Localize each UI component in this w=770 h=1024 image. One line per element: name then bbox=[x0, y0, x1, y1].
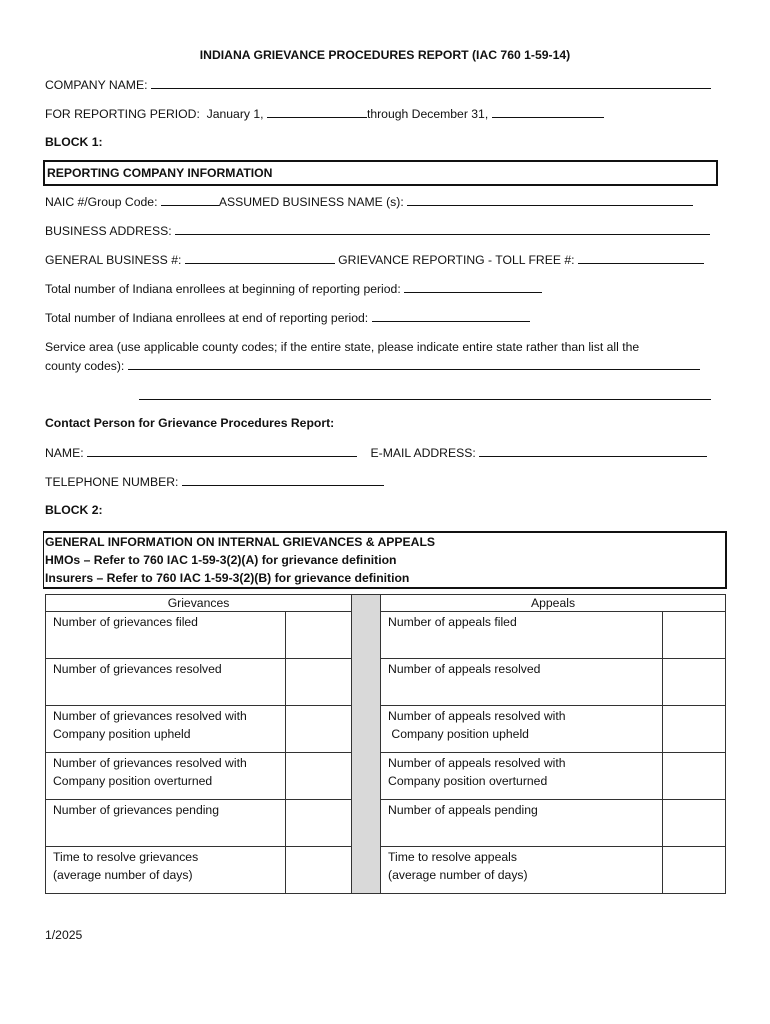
revision-date: 1/2025 bbox=[45, 928, 83, 942]
table-row bbox=[46, 706, 726, 753]
table-row bbox=[46, 612, 726, 659]
general-business-label: GENERAL BUSINESS #: bbox=[45, 253, 182, 267]
email-field[interactable] bbox=[479, 445, 707, 457]
appeal-value-cell[interactable] bbox=[663, 753, 726, 800]
block1-heading-box bbox=[43, 160, 718, 186]
block1-heading: REPORTING COMPANY INFORMATION bbox=[47, 166, 273, 180]
naic-label: NAIC #/Group Code: bbox=[45, 195, 158, 209]
naic-field[interactable] bbox=[161, 194, 219, 206]
grievance-value-cell[interactable] bbox=[286, 753, 352, 800]
enrollees-begin-field[interactable] bbox=[404, 281, 542, 293]
toll-free-field[interactable] bbox=[578, 252, 704, 264]
appeal-value-cell[interactable] bbox=[663, 847, 726, 894]
enrollees-end-field[interactable] bbox=[372, 310, 530, 322]
appeal-label: Number of appeals pending bbox=[381, 800, 663, 847]
grievance-label: Number of grievances resolved with Company position upheld bbox=[46, 706, 286, 753]
page-title: INDIANA GRIEVANCE PROCEDURES REPORT (IAC 760 1-59-14) bbox=[199, 48, 571, 62]
appeals-header: Appeals bbox=[381, 595, 726, 612]
contact-heading: Contact Person for Grievance Procedures Report: bbox=[45, 416, 335, 430]
toll-free-label: GRIEVANCE REPORTING - TOLL FREE #: bbox=[338, 253, 575, 267]
reporting-period-label: FOR REPORTING PERIOD: bbox=[45, 107, 200, 121]
phone-numbers-row bbox=[45, 252, 704, 268]
service-area-field-2[interactable] bbox=[139, 388, 711, 400]
enrollees-end-row bbox=[45, 310, 530, 326]
grievance-appeals-table bbox=[45, 594, 726, 894]
grievance-value-cell[interactable] bbox=[286, 800, 352, 847]
block2-heading: GENERAL INFORMATION ON INTERNAL GRIEVANCES & APPEALS bbox=[45, 535, 436, 549]
naic-row bbox=[45, 194, 693, 210]
contact-name-label: NAME: bbox=[45, 446, 84, 460]
appeal-label: Number of appeals filed bbox=[381, 612, 663, 659]
appeal-value-cell[interactable] bbox=[663, 800, 726, 847]
grievance-value-cell[interactable] bbox=[286, 847, 352, 894]
contact-name-field[interactable] bbox=[87, 445, 357, 457]
email-label: E-MAIL ADDRESS: bbox=[370, 446, 476, 460]
address-label: BUSINESS ADDRESS: bbox=[45, 224, 172, 238]
appeal-label: Number of appeals resolved with Company position upheld bbox=[381, 706, 663, 753]
table-row bbox=[46, 800, 726, 847]
appeal-value-cell[interactable] bbox=[663, 612, 726, 659]
block2-heading-box bbox=[43, 531, 727, 589]
company-name-label: COMPANY NAME: bbox=[45, 78, 148, 92]
end-year-field[interactable] bbox=[492, 106, 604, 118]
service-area-row bbox=[45, 358, 700, 374]
grievance-label: Time to resolve grievances (average number of days) bbox=[46, 847, 286, 894]
grievance-value-cell[interactable] bbox=[286, 706, 352, 753]
address-field[interactable] bbox=[175, 223, 710, 235]
grievance-label: Number of grievances resolved bbox=[46, 659, 286, 706]
service-area-field[interactable] bbox=[128, 358, 700, 370]
table-row bbox=[46, 753, 726, 800]
grievance-value-cell[interactable] bbox=[286, 612, 352, 659]
reporting-period-through: through December 31, bbox=[366, 107, 489, 121]
address-row bbox=[45, 223, 710, 239]
service-area-line1: Service area (use applicable county codes; if the entire state, please indicate entire state rather than list all the bbox=[45, 340, 640, 354]
enrollees-begin-label: Total number of Indiana enrollees at beginning of reporting period: bbox=[45, 282, 401, 296]
contact-name-row bbox=[45, 445, 707, 461]
grievance-label: Number of grievances filed bbox=[46, 612, 286, 659]
block2-label: BLOCK 2: bbox=[45, 503, 103, 517]
enrollees-end-label: Total number of Indiana enrollees at end of reporting period: bbox=[45, 311, 369, 325]
telephone-field[interactable] bbox=[182, 474, 384, 486]
enrollees-begin-row bbox=[45, 281, 542, 297]
column-separator bbox=[352, 595, 381, 894]
assumed-name-label: ASSUMED BUSINESS NAME (s): bbox=[218, 195, 404, 209]
service-area-row2 bbox=[139, 388, 711, 404]
assumed-name-field[interactable] bbox=[407, 194, 693, 206]
table-header-row bbox=[46, 595, 726, 612]
grievance-value-cell[interactable] bbox=[286, 659, 352, 706]
service-area-label: county codes): bbox=[45, 359, 125, 373]
telephone-label: TELEPHONE NUMBER: bbox=[45, 475, 179, 489]
block1-label: BLOCK 1: bbox=[45, 135, 103, 149]
appeal-label: Time to resolve appeals (average number of days) bbox=[381, 847, 663, 894]
start-year-field[interactable] bbox=[267, 106, 367, 118]
appeal-label: Number of appeals resolved bbox=[381, 659, 663, 706]
reporting-period-start: January 1, bbox=[206, 107, 264, 121]
appeal-label: Number of appeals resolved with Company position overturned bbox=[381, 753, 663, 800]
appeal-value-cell[interactable] bbox=[663, 706, 726, 753]
table-row bbox=[46, 847, 726, 894]
table-row bbox=[46, 659, 726, 706]
grievances-header: Grievances bbox=[46, 595, 352, 612]
company-name-row bbox=[45, 77, 711, 93]
block2-hmo-note: HMOs – Refer to 760 IAC 1-59-3(2)(A) for grievance definition bbox=[45, 553, 397, 567]
reporting-period-row bbox=[45, 106, 604, 122]
appeal-value-cell[interactable] bbox=[663, 659, 726, 706]
grievance-label: Number of grievances pending bbox=[46, 800, 286, 847]
telephone-row bbox=[45, 474, 384, 490]
company-name-field[interactable] bbox=[151, 77, 711, 89]
general-business-field[interactable] bbox=[185, 252, 335, 264]
block2-insurer-note: Insurers – Refer to 760 IAC 1-59-3(2)(B) for grievance definition bbox=[45, 571, 410, 585]
grievance-label: Number of grievances resolved with Company position overturned bbox=[46, 753, 286, 800]
